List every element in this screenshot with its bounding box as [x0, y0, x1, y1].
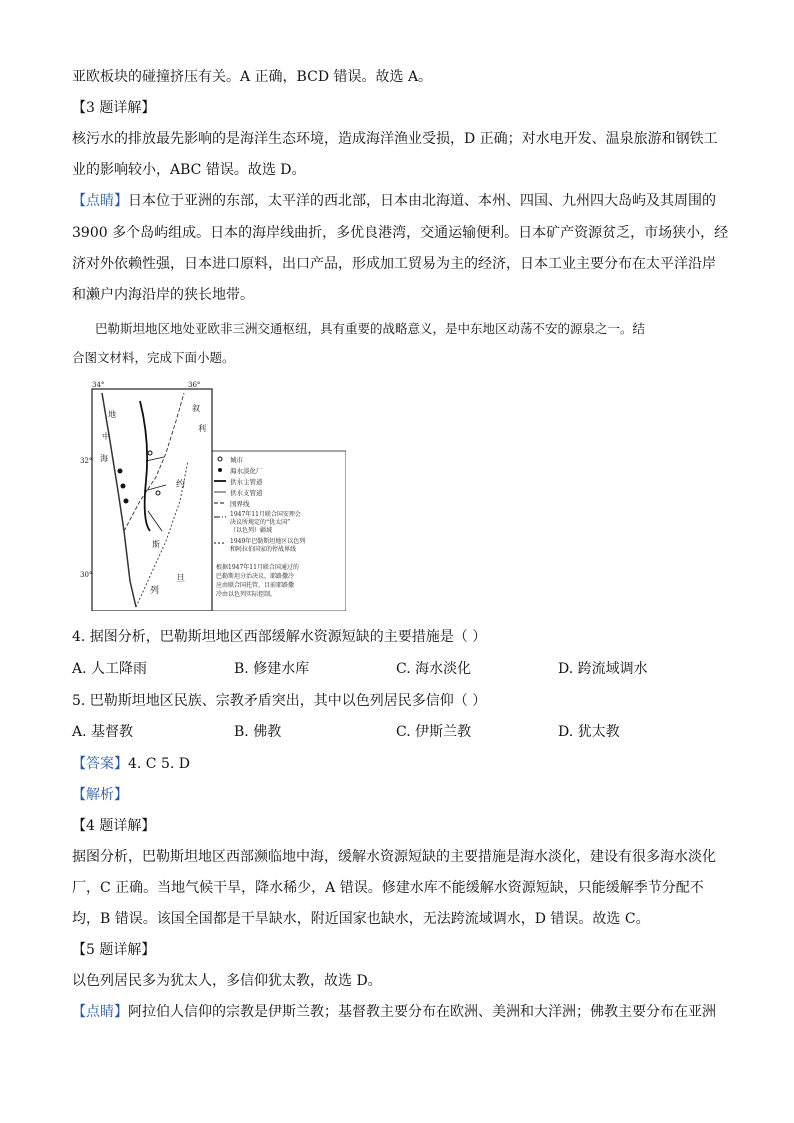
- country-label: 列: [150, 586, 160, 596]
- legend-armistice: 和阿拉伯国家的停战界线: [230, 546, 297, 553]
- text-line: 以色列居民多为犹太人，多信仰犹太教，故选 D。: [72, 973, 382, 989]
- legend-armistice: 1949年巴勒斯坦地区以色列: [230, 538, 306, 545]
- sea-label: 地: [108, 410, 116, 419]
- legend-un: （以色列）疆域: [230, 527, 273, 534]
- q5-option-d[interactable]: D. 犹太教: [558, 724, 620, 740]
- text-line: 厂，C 正确。当地气候干旱，降水稀少，A 错误。修建水库不能缓解水资源短缺，只能缓解季节分配不: [72, 880, 704, 896]
- answer-text: 4. C 5. D: [128, 756, 191, 772]
- legend-city: 城市: [230, 456, 243, 464]
- legend-city-icon: [218, 457, 222, 461]
- text-line: 业的影响较小，ABC 错误。故选 D。: [72, 162, 306, 178]
- legend-main-pipe: 供水主管道: [230, 478, 263, 486]
- palestine-map: [80, 381, 346, 611]
- answer-line: [72, 757, 722, 771]
- answer-tag: 【答案】: [72, 756, 128, 772]
- intro-line: 巴勒斯坦地区地处亚欧非三洲交通枢纽，具有重要的战略意义，是中东地区动荡不安的源泉之一。结: [95, 321, 646, 336]
- dianjing-paragraph: [72, 194, 722, 208]
- q5-option-b[interactable]: B. 佛教: [234, 724, 282, 740]
- question-4: 4. 据图分析，巴勒斯坦地区西部缓解水资源短缺的主要措施是（ ）: [72, 629, 487, 645]
- q4-option-a[interactable]: A. 人工降雨: [72, 661, 148, 677]
- legend-note: 应由联合国托管，目前耶路撒: [216, 582, 295, 589]
- legend-un: 决议所规定的“犹太国”: [230, 519, 291, 526]
- country-label: 斯: [152, 540, 160, 549]
- q5-option-a[interactable]: A. 基督教: [72, 724, 134, 740]
- section-heading-3: 【3 题详解】: [72, 100, 156, 116]
- legend-plant-icon: [218, 468, 222, 472]
- country-label: 叙: [192, 404, 200, 413]
- text-line: 亚欧板块的碰撞挤压有关。A 正确，BCD 错误。故选 A。: [72, 69, 433, 85]
- q4-option-c[interactable]: C. 海水淡化: [396, 661, 472, 677]
- legend-plant: 海水淡化厂: [230, 467, 263, 475]
- country-label: 约: [176, 480, 186, 490]
- dianjing-tag: 【点睛】: [72, 193, 128, 209]
- sea-label: 中: [102, 432, 110, 441]
- dianjing-paragraph: [72, 1005, 722, 1019]
- city-marker: [156, 491, 160, 495]
- legend-note: 根据1947年11月联合国通过的: [216, 564, 299, 571]
- country-label: 利: [198, 424, 206, 433]
- lat-label: 30°: [80, 571, 93, 579]
- country-label: 旦: [176, 574, 186, 584]
- plant-marker: [121, 484, 126, 489]
- text-line: 均，B 错误。该国全国都是干旱缺水，附近国家也缺水，无法跨流域调水，D 错误。故选 C。: [72, 911, 650, 927]
- map-frame: [92, 389, 212, 611]
- sea-label: 海: [100, 454, 108, 463]
- section-heading-4: 【4 题详解】: [72, 818, 156, 834]
- dianjing-text: 阿拉伯人信仰的宗教是伊斯兰教；基督教主要分布在欧洲、美洲和大洋洲；佛教主要分布在亚洲: [128, 1004, 716, 1020]
- q4-option-d[interactable]: D. 跨流域调水: [558, 661, 648, 677]
- lat-label: 32°: [80, 457, 93, 465]
- legend-note: 冷由以色列实际控制。: [216, 591, 277, 598]
- intro-line: 合图文材料，完成下面小题。: [72, 350, 235, 365]
- q4-option-b[interactable]: B. 修建水库: [234, 661, 310, 677]
- lon-label: 36°: [188, 381, 201, 389]
- coastline: [102, 393, 136, 607]
- analysis-tag: 【解析】: [72, 787, 128, 803]
- text-line: 据图分析，巴勒斯坦地区西部濒临地中海，缓解水资源短缺的主要措施是海水淡化，建设有很多海水淡化: [72, 849, 716, 865]
- text-line: 济对外依赖性强，日本进口原料，出口产品，形成加工贸易为主的经济，日本工业主要分布在太平洋沿岸: [72, 256, 716, 272]
- city-marker: [148, 451, 152, 455]
- text-line: 和濑户内海沿岸的狭长地带。: [72, 287, 254, 303]
- border-line: [124, 393, 184, 531]
- q5-option-c[interactable]: C. 伊斯兰教: [396, 724, 472, 740]
- legend-branch-pipe: 供水支管道: [230, 489, 263, 497]
- dianjing-text: 日本位于亚洲的东部，太平洋的西北部，日本由北海道、本州、四国、九州四大岛屿及其周围的: [128, 193, 716, 209]
- plant-marker: [118, 469, 123, 474]
- legend-border: 国界线: [230, 500, 250, 508]
- question-5: 5. 巴勒斯坦地区民族、宗教矛盾突出，其中以色列居民多信仰（ ）: [72, 693, 487, 709]
- plant-marker: [124, 499, 129, 504]
- lon-label: 34°: [92, 381, 105, 389]
- text-line: 3900 多个岛屿组成。日本的海岸线曲折，多优良港湾，交通运输便利。日本矿产资源贫乏，市场狭小，经: [72, 225, 729, 241]
- legend-un: 1947年11月联合国安理会: [230, 511, 301, 518]
- section-heading-5: 【5 题详解】: [72, 942, 156, 958]
- dianjing-tag: 【点睛】: [72, 1004, 128, 1020]
- text-line: 核污水的排放最先影响的是海洋生态环境，造成海洋渔业受损，D 正确；对水电开发、温泉旅游和钢铁工: [72, 131, 718, 147]
- legend-note: 巴勒斯坦分治决议，耶路撒冷: [216, 573, 295, 580]
